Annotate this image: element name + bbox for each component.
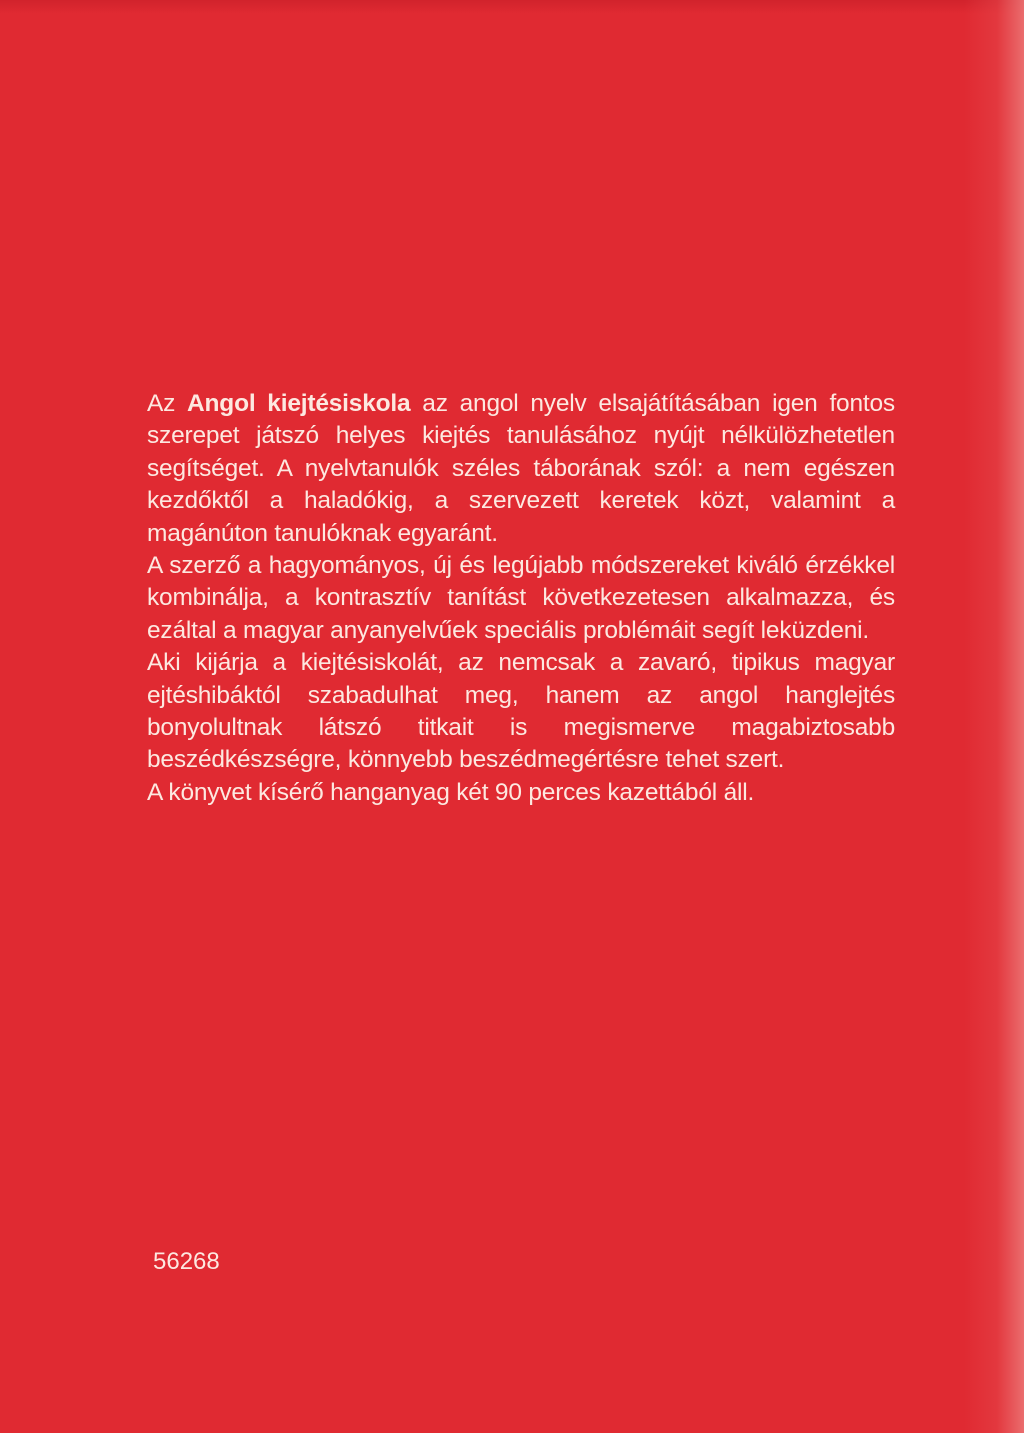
blurb-paragraph-2: A szerző a hagyományos, új és legújabb módszereket kiváló érzékkel kombinálja, a kontrasztív tanítást következetesen alkalmazza, és ezáltal a magyar anyanyelvűek speciális problémáit segít leküzdeni. bbox=[147, 552, 895, 644]
spine-edge-shade bbox=[964, 0, 1024, 1433]
book-title: Angol kiejtésiskola bbox=[187, 390, 411, 417]
intro-text: az angol nyelv elsajátításában igen fontos szerepet játszó helyes kiejtés tanulásához nyújt nélkülözhetetlen segítséget. A nyelvtanulók széles táborának szól: a nem egészen kezdőktől a haladókig, a szervezett keretek közt, valamint a magánúton tanulóknak egyaránt. bbox=[147, 390, 895, 547]
catalog-number: 56268 bbox=[153, 1248, 220, 1275]
blurb-paragraph-3: Aki kijárja a kiejtésiskolát, az nemcsak a zavaró, tipikus magyar ejtéshibáktól szabadulhat meg, hanem az angol hanglejtés bonyolultnak látszó titkait is megismerve magabiztosabb beszédkészségre, könnyebb beszédmegértésre tehet szert. bbox=[147, 649, 895, 774]
blurb-paragraph-1 bbox=[147, 388, 895, 550]
blurb-paragraph-4: A könyvet kísérő hanganyag két 90 perces kazettából áll. bbox=[147, 778, 755, 806]
blurb-text bbox=[147, 388, 895, 809]
top-edge-shade bbox=[0, 0, 1024, 14]
intro-prefix: Az bbox=[147, 390, 188, 417]
